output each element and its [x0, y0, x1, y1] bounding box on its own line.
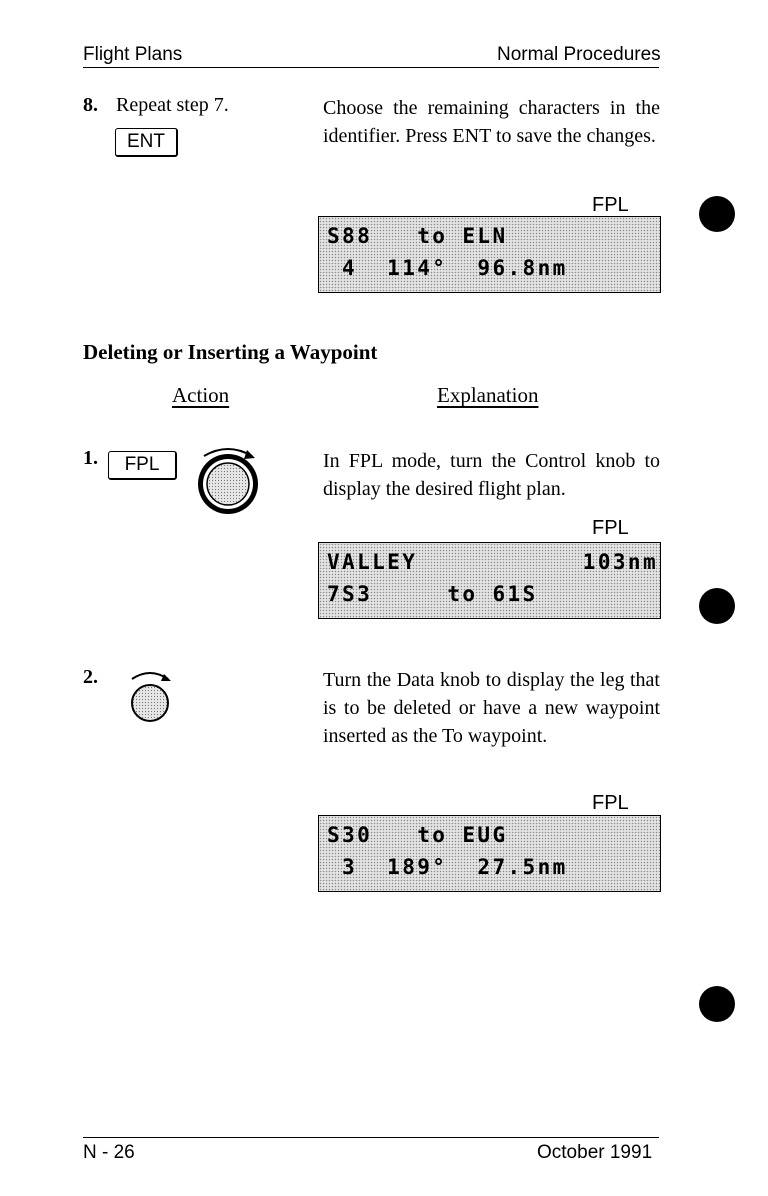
display-1-line-1: S88 to ELN — [327, 224, 508, 248]
step-8-number: 8. — [83, 94, 98, 116]
display-2-mode-label: FPL — [592, 517, 629, 539]
header-section-title: Flight Plans — [83, 44, 183, 65]
binder-hole-dot — [699, 588, 735, 624]
page-number: N - 26 — [83, 1142, 135, 1163]
display-1-lcd — [318, 216, 661, 293]
data-knob-icon — [120, 665, 184, 725]
section-heading: Deleting or Inserting a Waypoint — [83, 340, 378, 364]
step-2-number: 2. — [83, 666, 98, 688]
step-8-action: Repeat step 7. — [116, 94, 229, 116]
step-8-explanation: Choose the remaining characters in the identifier. Press ENT to save the changes. — [323, 97, 660, 147]
publication-date: October 1991 — [537, 1142, 653, 1163]
display-2-line-1-left: VALLEY — [327, 550, 418, 574]
explanation-column-heading: Explanation — [437, 383, 539, 407]
display-3-lcd — [318, 815, 661, 892]
header-rule — [83, 67, 659, 68]
step-2-explanation: Turn the Data knob to display the leg that is to be deleted or have a new waypoint inserted as the To waypoint. — [323, 669, 660, 747]
ent-key: ENT — [115, 128, 178, 157]
fpl-key: FPL — [108, 451, 177, 480]
step-1-explanation: In FPL mode, turn the Control knob to display the desired flight plan. — [323, 450, 660, 500]
display-3-line-2: 3 189° 27.5nm — [327, 855, 568, 879]
display-2-line-1-right: 103nm — [582, 550, 658, 574]
display-1-mode-label: FPL — [592, 194, 629, 216]
display-1-line-2: 4 114° 96.8nm — [327, 256, 568, 280]
display-2-line-2: 7S3 to 61S — [327, 582, 538, 606]
control-knob-icon — [190, 440, 270, 515]
display-2-lcd — [318, 542, 661, 619]
header-chapter-title: Normal Procedures — [497, 44, 661, 65]
step-1-number: 1. — [83, 447, 98, 469]
action-column-heading: Action — [172, 383, 230, 407]
display-3-line-1: S30 to EUG — [327, 823, 508, 847]
display-3-mode-label: FPL — [592, 792, 629, 814]
binder-hole-dot — [699, 986, 735, 1022]
footer-rule — [83, 1137, 659, 1138]
binder-hole-dot — [699, 196, 735, 232]
